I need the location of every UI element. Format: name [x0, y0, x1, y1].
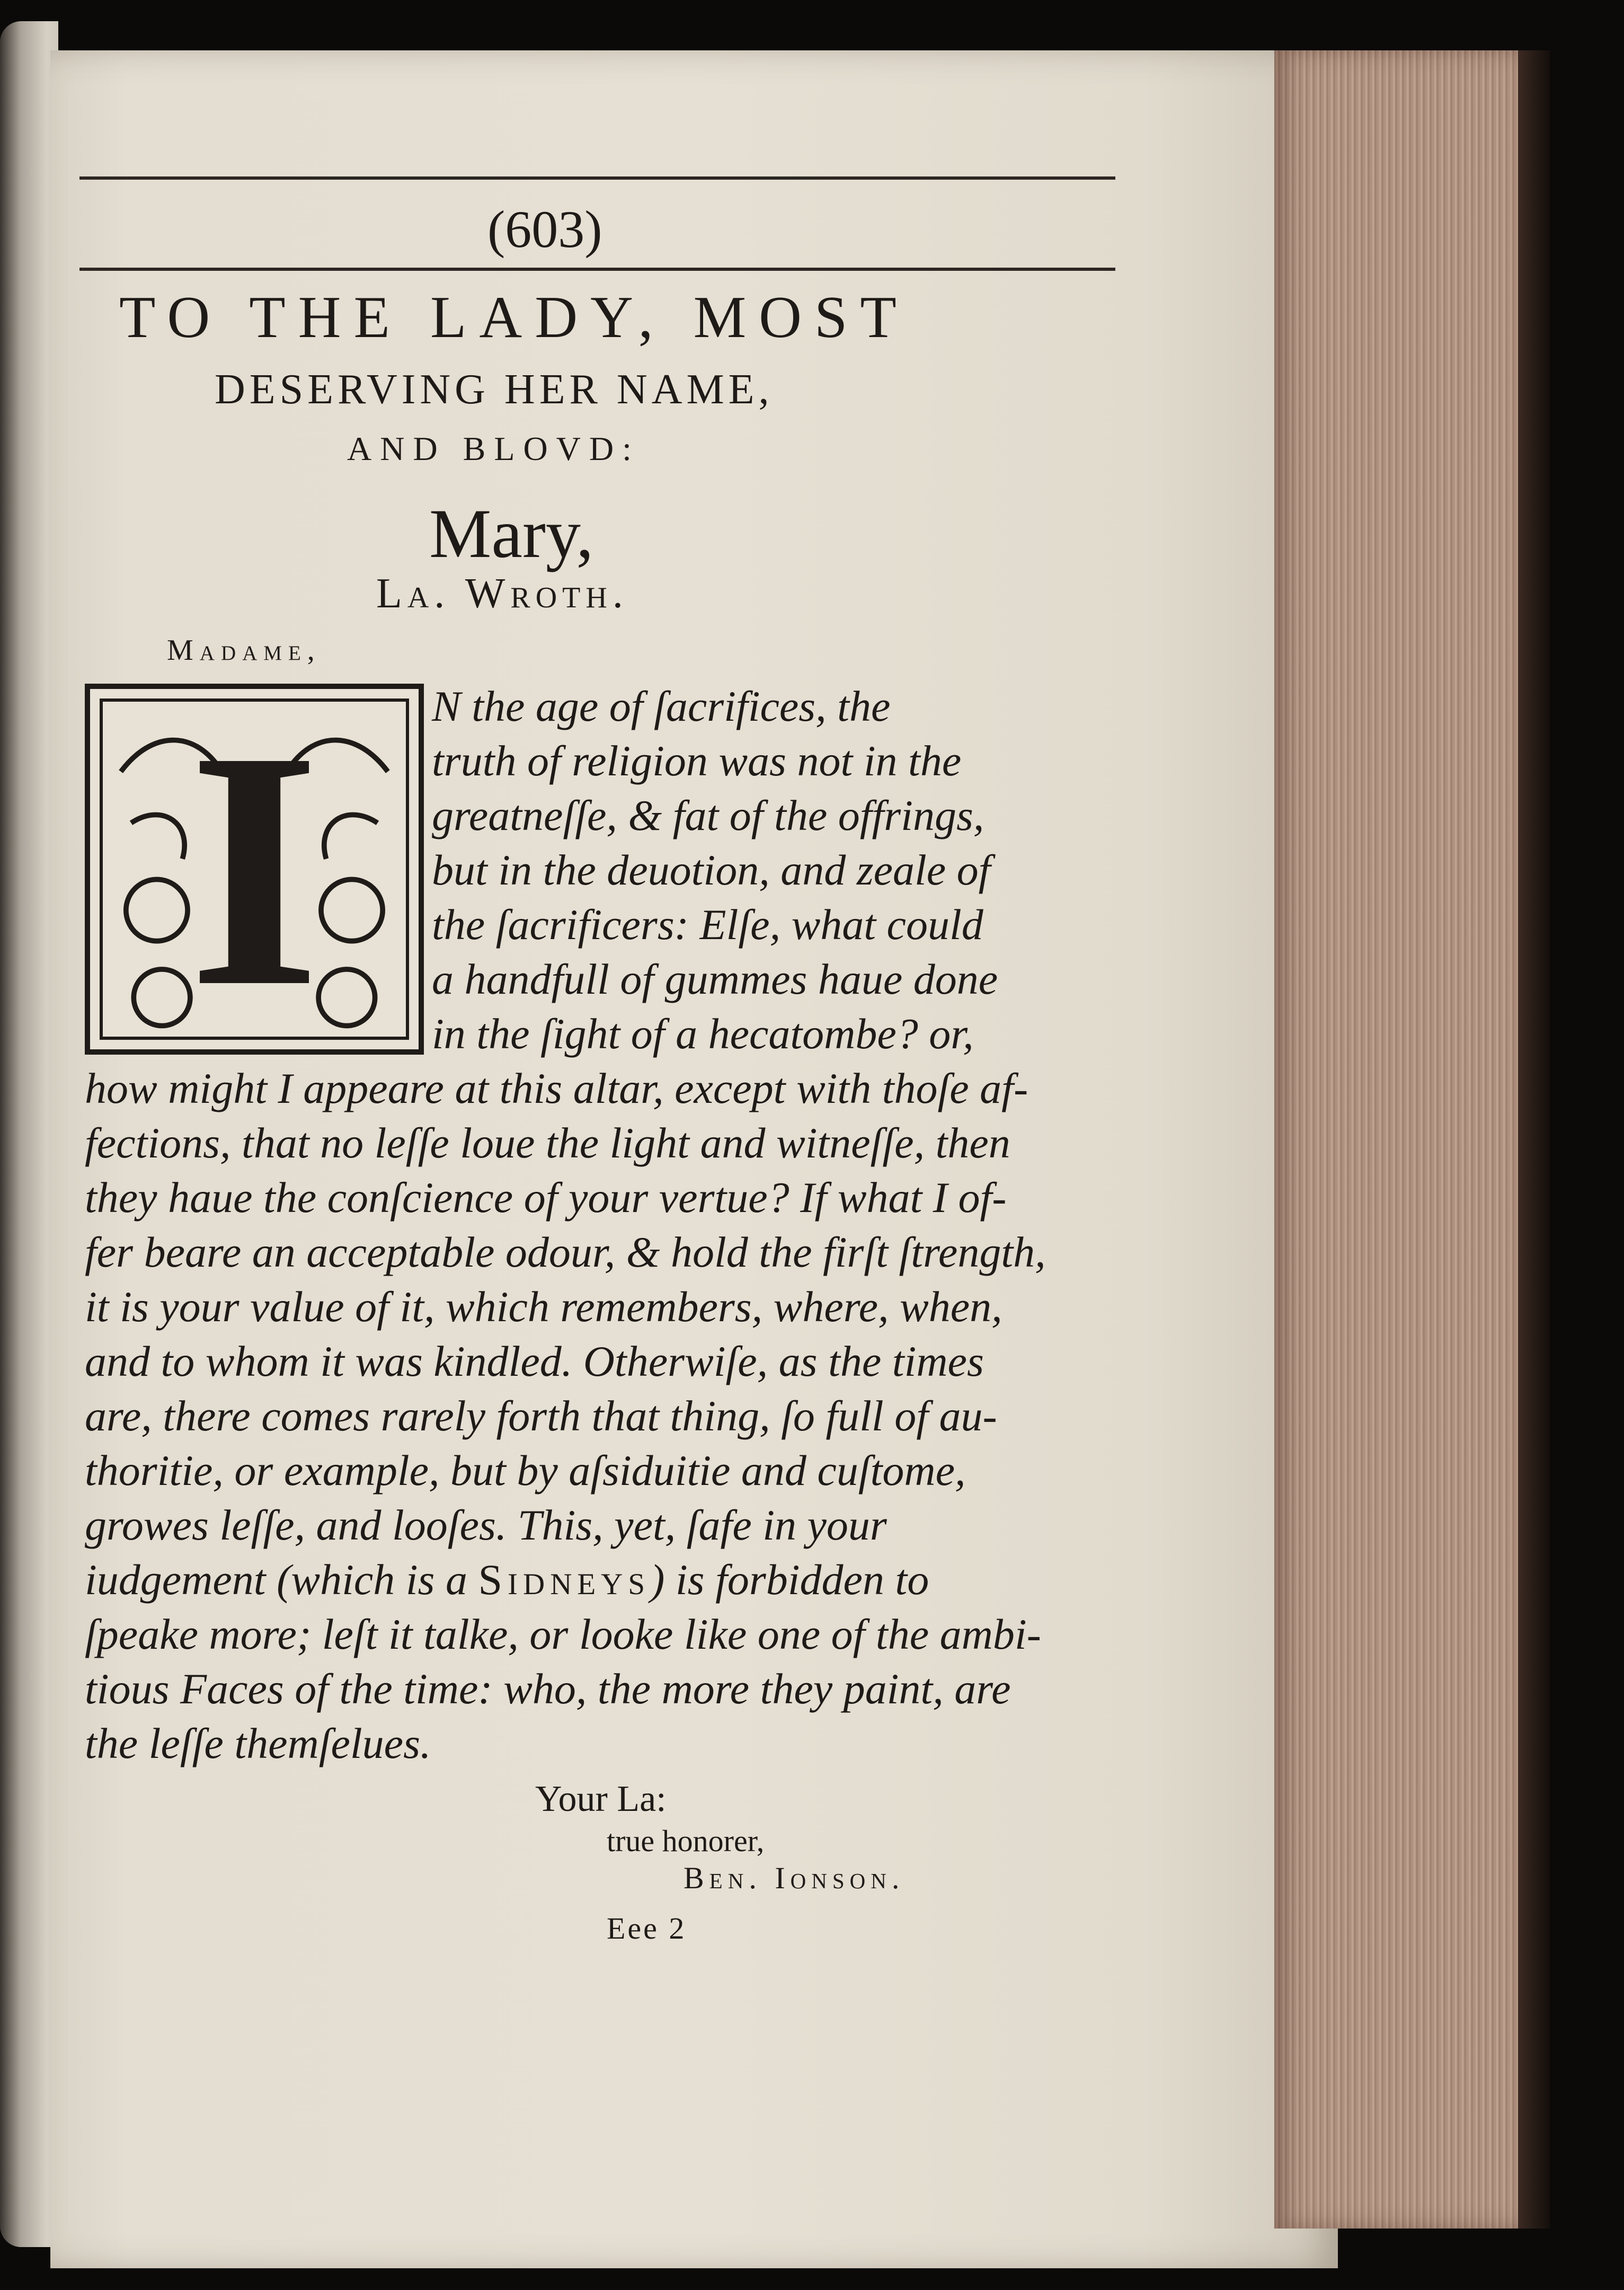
text-line: the ſacrificers: Elſe, what could	[432, 900, 983, 949]
text-line: truth of religion was not in the	[432, 737, 962, 785]
signoff-line-2: true honorer,	[607, 1824, 765, 1858]
text-line: tious Faces of the time: who, the more they paint, are	[85, 1665, 1011, 1713]
text-line: and to whom it was kindled. Otherwiſe, as the times	[85, 1337, 984, 1385]
signature-mark: Eee 2	[607, 1911, 687, 1946]
left-page-edge	[0, 21, 58, 2247]
text-line: in the ſight of a hecatombe? or,	[432, 1010, 974, 1058]
dedicatee-name: Mary,	[429, 494, 594, 572]
signoff-line-1: Your La:	[535, 1779, 667, 1819]
text-line: ſpeake more; leſt it talke, or looke like one of the ambi-	[85, 1610, 1041, 1658]
text-line: but in the deuotion, and zeale of	[432, 846, 991, 894]
title-line-2: DESERVING HER NAME,	[215, 366, 774, 413]
text-line: it is your value of it, which remembers, where, when,	[85, 1283, 1002, 1331]
header-rule-top	[79, 176, 1115, 180]
title-line-3: AND BLOVD:	[347, 430, 640, 467]
text-line: a handfull of gummes haue done	[432, 955, 998, 1003]
sidneys-name: Sidneys	[478, 1555, 651, 1604]
text-line: growes leſſe, and looſes. This, yet, ſafe in your	[85, 1501, 887, 1549]
title-line-1: TO THE LADY, MOST	[119, 285, 909, 350]
text-line: they haue the conſcience of your vertue? If what I of-	[85, 1173, 1007, 1222]
text-line: thoritie, or example, but by aſsiduitie and cuſtome,	[85, 1446, 966, 1495]
text-line: the leſſe themſelues.	[85, 1719, 431, 1767]
text-line: fer beare an acceptable odour, & hold the firſt ſtrength,	[85, 1228, 1046, 1276]
page-block-edge	[1274, 50, 1524, 2229]
text-line: are, there comes rarely forth that thing, ſo full of au-	[85, 1392, 997, 1440]
page-number: (603)	[487, 200, 602, 259]
ornamental-initial	[85, 684, 424, 1055]
text-fragment: ) is forbidden to	[650, 1555, 929, 1604]
initial-letter: I	[188, 682, 321, 1057]
header-rule-bottom	[79, 268, 1115, 271]
text-line	[85, 1555, 929, 1604]
signoff-author: Ben. Ionson.	[684, 1861, 905, 1895]
text-line: N the age of ſacrifices, the	[432, 682, 891, 730]
salutation: Madame,	[167, 634, 321, 667]
text-line: fections, that no leſſe loue the light and witneſſe, then	[85, 1119, 1010, 1167]
dedicatee-title: La. Wroth.	[376, 570, 628, 617]
text-line: greatneſſe, & fat of the offrings,	[432, 791, 984, 839]
text-line: how might I appeare at this altar, except with thoſe af-	[85, 1064, 1028, 1112]
text-fragment: iudgement (which is a	[85, 1555, 467, 1604]
